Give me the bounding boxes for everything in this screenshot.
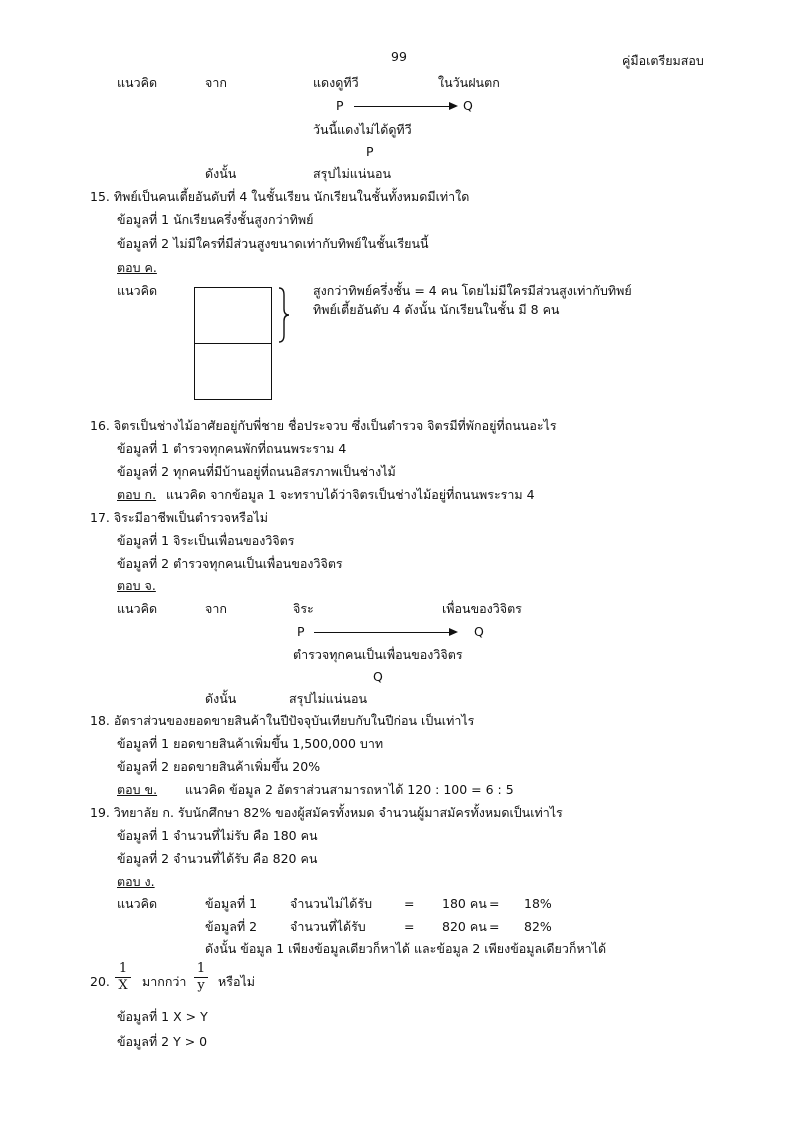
fraction-one-over-y [194,962,208,993]
q17-fact-var: Q [373,669,383,684]
q19-row-eq: = [404,919,415,934]
q20-info-1: ข้อมูลที่ 1 X > Y [117,1009,208,1024]
concept-label: แนวคิด [117,75,158,90]
q17-p-text: จิระ [293,601,314,616]
q15-info-1: ข้อมูลที่ 1 นักเรียนครึ่งชั้นสูงกว่าทิพย์ [117,212,314,227]
q17-info-1: ข้อมูลที่ 1 จิระเป็นเพื่อนของวิจิตร [117,533,295,548]
q19-row-desc: จำนวนที่ได้รับ [290,919,366,934]
q17-q-text: เพื่อนของวิจิตร [442,601,522,616]
q19-row-count: 820 คน [442,919,487,934]
q17-implication-arrow [314,632,456,633]
question-16: 16. จิตรเป็นช่างไม้อาศัยอยู่กับพี่ชาย ชื่อประจวบ ซึ่งเป็นตำรวจ จิตรมีที่พักอยู่ที่ถนนอะไร [90,418,557,433]
q18-concept: แนวคิด ข้อมูล 2 อัตราส่วนสามารถหาได้ 120 : 100 = 6 : 5 [185,782,514,797]
premise-q-text: ในวันฝนตก [438,75,500,90]
conclusion-text: สรุปไม่แน่นอน [313,166,392,181]
question-18: 18. อัตราส่วนของยอดขายสินค้าในปีปัจจุบันเทียบกับในปีก่อน เป็นเท่าไร [90,713,475,728]
q19-info-1: ข้อมูลที่ 1 จำนวนที่ไม่รับ คือ 180 คน [117,828,318,843]
fraction-denominator: y [197,978,205,993]
q17-fact-text: ตำรวจทุกคนเป็นเพื่อนของวิจิตร [293,647,463,662]
q19-row-desc: จำนวนไม่ได้รับ [290,896,373,911]
half-divider [194,343,272,344]
q17-concept-label: แนวคิด [117,601,158,616]
fact-var: P [366,144,374,159]
var-p: P [336,98,344,113]
q17-from-label: จาก [205,601,227,616]
question-19: 19. วิทยาลัย ก. รับนักศึกษา 82% ของผู้สมัครทั้งหมด จำนวนผู้มาสมัครทั้งหมดเป็นเท่าไร [90,805,563,820]
q17-info-2: ข้อมูลที่ 2 ตำรวจทุกคนเป็นเพื่อนของวิจิตร [117,556,343,571]
q20-comparison: มากกว่า [142,974,187,989]
q16-concept: แนวคิด จากข้อมูล 1 จะทราบได้ว่าจิตรเป็นช่างไม้อยู่ที่ถนนพระราม 4 [166,487,535,502]
q17-therefore-label: ดังนั้น [205,691,237,706]
q17-var-p: P [297,624,305,639]
q20-tail: หรือไม่ [218,974,255,989]
q19-info-2: ข้อมูลที่ 2 จำนวนที่ได้รับ คือ 820 คน [117,851,318,866]
q19-row-info: ข้อมูลที่ 2 [205,919,258,934]
q19-row-eq: = [404,896,415,911]
q19-row-eq: = [489,896,500,911]
implication-arrow [354,106,456,107]
q18-info-1: ข้อมูลที่ 1 ยอดขายสินค้าเพิ่มขึ้น 1,500,000 บาท [117,736,384,751]
book-title: คู่มือเตรียมสอบ [622,53,704,68]
q15-answer: ตอบ ค. [117,260,157,275]
q15-concept-label: แนวคิด [117,283,158,298]
question-15: 15. ทิพย์เป็นคนเตี้ยอันดับที่ 4 ในชั้นเรียน นักเรียนในชั้นทั้งหมดมีเท่าใด [90,189,470,204]
curly-brace [277,287,291,343]
q19-answer: ตอบ ง. [117,874,155,889]
q16-info-1: ข้อมูลที่ 1 ตำรวจทุกคนพักที่ถนนพระราม 4 [117,441,347,456]
q18-answer: ตอบ ข. [117,782,158,797]
q20-number: 20. [90,974,110,989]
var-q: Q [463,98,473,113]
fact-text: วันนี้แดงไม่ได้ดูทีวี [313,122,412,137]
q18-info-2: ข้อมูลที่ 2 ยอดขายสินค้าเพิ่มขึ้น 20% [117,759,321,774]
q19-row-eq: = [489,919,500,934]
q16-answer: ตอบ ก. [117,487,157,502]
q20-info-2: ข้อมูลที่ 2 Y > 0 [117,1034,208,1049]
fraction-numerator: 1 [196,961,206,976]
q15-note-2: ทิพย์เตี้ยอันดับ 4 ดังนั้น นักเรียนในชั้น มี 8 คน [313,302,560,317]
q17-conclusion: สรุปไม่แน่นอน [289,691,368,706]
q19-conclusion: ดังนั้น ข้อมูล 1 เพียงข้อมูลเดียวก็หาได้ และข้อมูล 2 เพียงข้อมูลเดียวก็หาได้ [205,941,607,956]
page-number: 99 [391,49,407,64]
q19-concept-label: แนวคิด [117,896,158,911]
q19-row-info: ข้อมูลที่ 1 [205,896,258,911]
q15-info-2: ข้อมูลที่ 2 ไม่มีใครที่มีส่วนสูงขนาดเท่ากับทิพย์ในชั้นเรียนนี้ [117,236,429,251]
q17-answer: ตอบ จ. [117,578,156,593]
fraction-denominator: X [118,978,128,993]
q19-row-count: 180 คน [442,896,487,911]
fraction-numerator: 1 [118,961,128,976]
q19-row-pct: 82% [524,919,552,934]
therefore-label: ดังนั้น [205,166,237,181]
q15-note-1: สูงกว่าทิพย์ครึ่งชั้น = 4 คน โดยไม่มีใครมีส่วนสูงเท่ากับทิพย์ [313,283,632,298]
question-17: 17. จิระมีอาชีพเป็นตำรวจหรือไม่ [90,510,269,525]
from-label: จาก [205,75,227,90]
q16-info-2: ข้อมูลที่ 2 ทุกคนที่มีบ้านอยู่ที่ถนนอิสรภาพเป็นช่างไม้ [117,464,396,479]
q17-var-q: Q [474,624,484,639]
fraction-one-over-x [115,962,131,993]
premise-p-text: แดงดูทีวี [313,75,359,90]
q19-row-pct: 18% [524,896,552,911]
